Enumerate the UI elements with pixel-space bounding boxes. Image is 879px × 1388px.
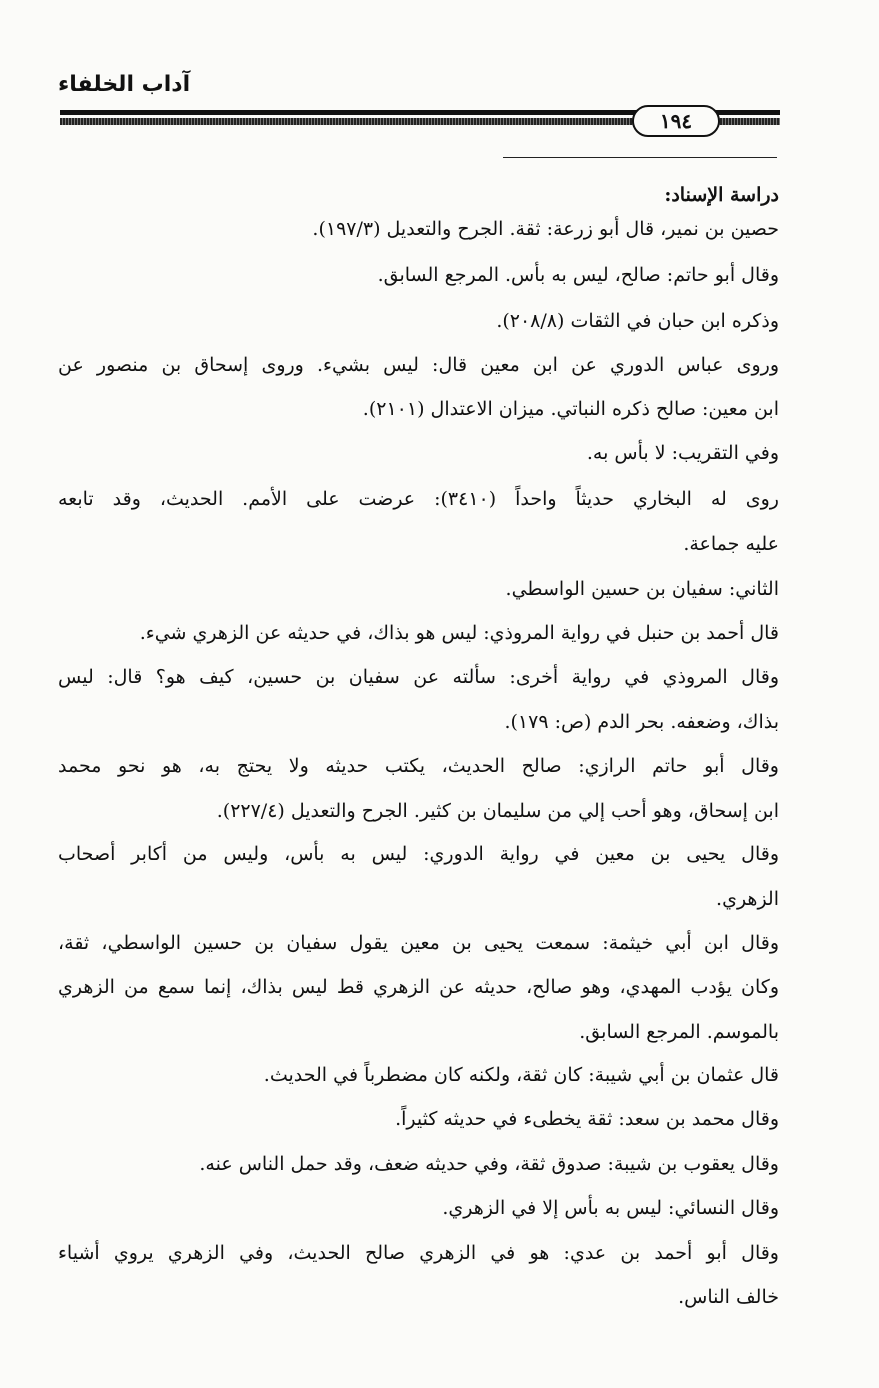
text-line: قال عثمان بن أبي شيبة: كان ثقة، ولكنه كان مضطرباً في الحديث. [263, 1064, 779, 1086]
text-line: عليه جماعة. [683, 533, 779, 555]
text-line: خالف الناس. [678, 1286, 779, 1308]
text-line: بذاك، وضعفه. بحر الدم (ص: ١٧٩). [504, 711, 779, 733]
section-separator [503, 157, 777, 158]
text-line: وقال أبو حاتم: صالح، ليس به بأس. المرجع السابق. [377, 264, 779, 286]
text-line: حصين بن نمير، قال أبو زرعة: ثقة. الجرح والتعديل (١٩٧/٣). [312, 218, 779, 240]
text-line: وكان يؤدب المهدي، وهو صالح، حديثه عن الزهري قط ليس بذاك، إنما سمع من الزهري [58, 976, 779, 998]
text-line: وقال يحيى بن معين في رواية الدوري: ليس به بأس، وليس من أكابر أصحاب [58, 843, 779, 865]
text-line: وقال أبو حاتم الرازي: صالح الحديث، يكتب حديثه ولا يحتج به، هو نحو محمد [58, 755, 779, 777]
text-line: وقال المروذي في رواية أخرى: سألته عن سفيان بن حسين، كيف هو؟ قال: ليس [58, 666, 779, 688]
text-line: قال أحمد بن حنبل في رواية المروذي: ليس هو بذاك، في حديثه عن الزهري شيء. [139, 622, 779, 644]
text-line: روى له البخاري حديثاً واحداً (٣٤١٠): عرضت على الأمم. الحديث، وقد تابعه [58, 488, 779, 510]
text-line: وقال محمد بن سعد: ثقة يخطىء في حديثه كثيراً. [395, 1108, 779, 1130]
text-line: الثاني: سفيان بن حسين الواسطي. [505, 578, 779, 600]
text-line: وقال النسائي: ليس به بأس إلا في الزهري. [442, 1197, 779, 1219]
text-line: الزهري. [716, 888, 779, 910]
text-line: وروى عباس الدوري عن ابن معين قال: ليس بشيء. وروى إسحاق بن منصور عن [58, 354, 779, 376]
text-line: ابن إسحاق، وهو أحب إلي من سليمان بن كثير. الجرح والتعديل (٢٢٧/٤). [216, 800, 779, 822]
text-line: بالموسم. المرجع السابق. [579, 1021, 779, 1043]
page-number-badge: ١٩٤ [632, 105, 720, 137]
text-line: وفي التقريب: لا بأس به. [586, 442, 779, 464]
text-line: وقال يعقوب بن شيبة: صدوق ثقة، وفي حديثه ضعف، وقد حمل الناس عنه. [199, 1153, 779, 1175]
text-line: وقال ابن أبي خيثمة: سمعت يحيى بن معين يقول سفيان بن حسين الواسطي، ثقة، [58, 932, 779, 954]
text-line: وقال أبو أحمد بن عدي: هو في الزهري صالح الحديث، وفي الزهري يروي أشياء [58, 1242, 779, 1264]
text-line: دراسة الإسناد: [664, 184, 779, 206]
text-line: وذكره ابن حبان في الثقات (٢٠٨/٨). [496, 310, 779, 332]
text-line: ابن معين: صالح ذكره النباتي. ميزان الاعتدال (٢١٠١). [362, 398, 779, 420]
running-header-title: آداب الخلفاء [58, 72, 191, 97]
